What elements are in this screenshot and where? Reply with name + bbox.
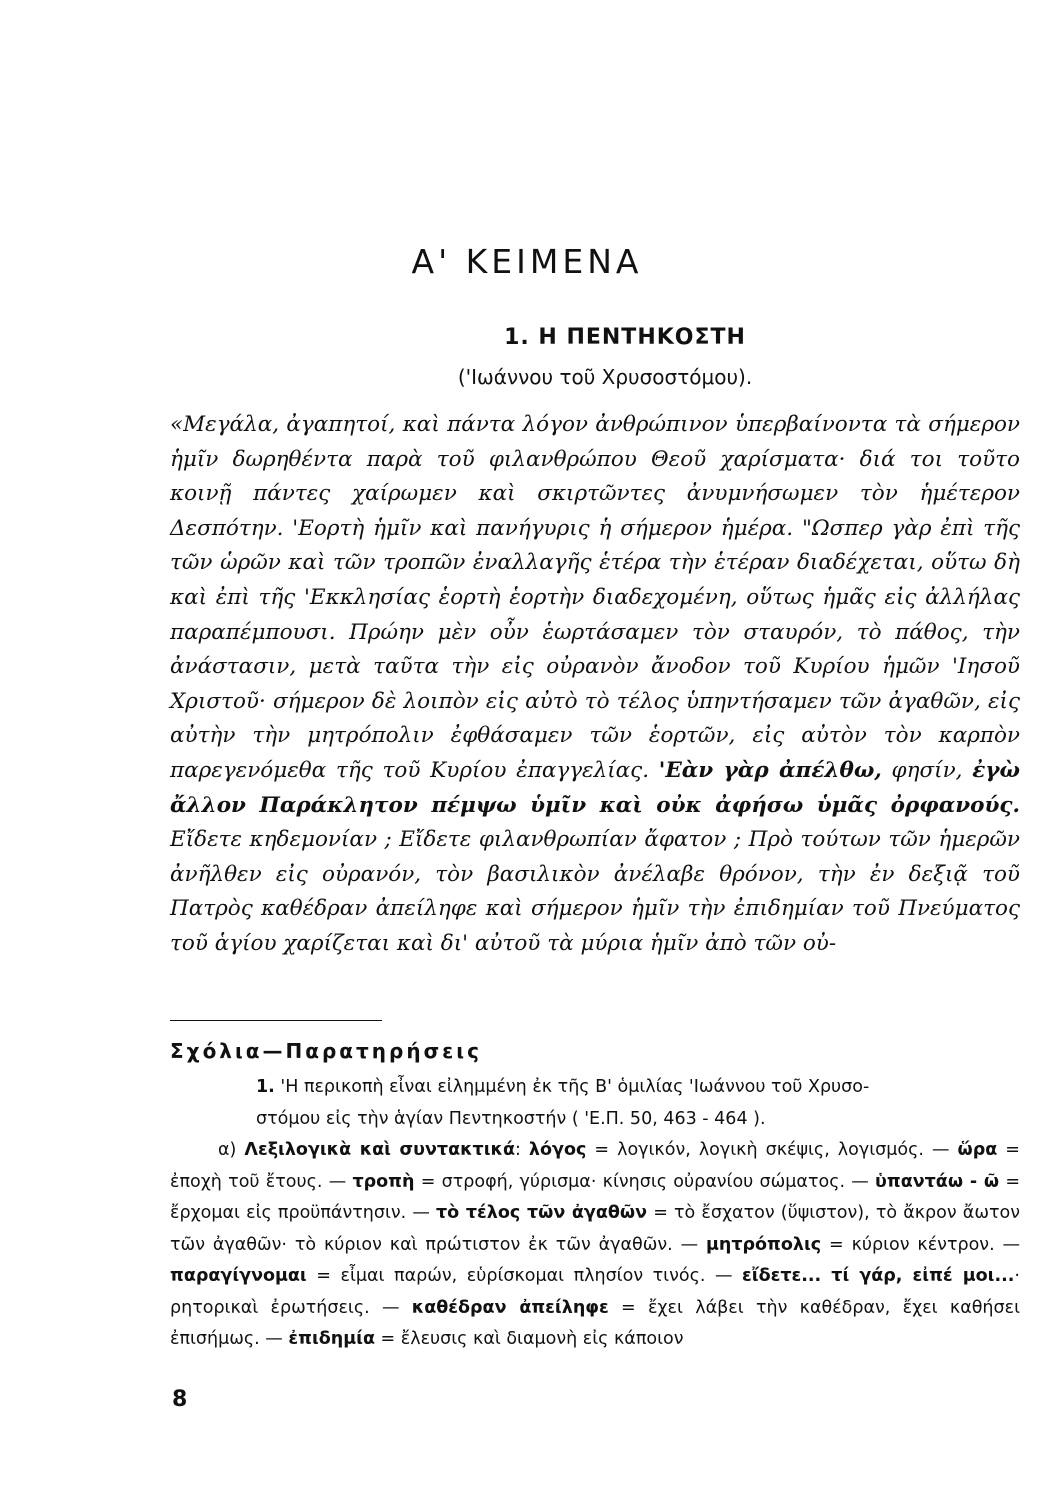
note-1-line-2: στόμου εἰς τὴν ἁγίαν Πεντηκοστήν ( 'Ε.Π. 50, 463 - 464 ). bbox=[256, 1108, 766, 1129]
notes-heading: Σχόλια—Παρατηρήσεις bbox=[170, 1039, 482, 1063]
def-ora: = ἐποχὴ τοῦ ἔτους. — bbox=[170, 1140, 1020, 1192]
bold-quote-1: 'Εὰν γὰρ ἀπέλθω, bbox=[658, 757, 882, 783]
term-metropolis: μητρόπολις bbox=[705, 1234, 822, 1255]
def-trope: = στροφή, γύρισμα· κίνησις οὐρανίου σώματος. — bbox=[414, 1171, 876, 1192]
def-ypantao: = ἔρχομαι εἰς προϋπάντησιν. — bbox=[170, 1171, 1020, 1223]
term-telos: τὸ τέλος τῶν ἀγαθῶν bbox=[436, 1203, 648, 1223]
main-text-part-1: «Μεγάλα, ἀγαπητοί, καὶ πάντα λόγον ἀνθρώπινον ὑπερβαίνοντα τὰ σήμερον ἡμῖν δωρηθέντα παρὰ τοῦ φιλανθρώπου Θεοῦ χαρίσματα· διά τοι τοῦτο κοινῇ πάντες χαίρωμεν καὶ σκιρτῶντες ἀνυμνήσωμεν τὸν ἡμέτερον Δεσπότην. 'Εορτὴ ἡμῖν καὶ πανήγυρις ἡ σήμερον ἡμέρα. "Ωσπερ γὰρ ἐπὶ τῆς τῶν ὡρῶν καὶ τῶν τροπῶν ἐναλλαγῆς ἑτέρα τὴν ἑτέραν διαδέχεται, οὕτω δὴ καὶ ἐπὶ τῆς 'Εκκλησίας ἑορτὴ ἑορτὴν διαδεχομένη, οὕτως ἡμᾶς εἰς ἀλλήλας παραπέμπουσι. Πρώην μὲν οὖν ἑωρτάσαμεν τὸν σταυρόν, τὸ πάθος, τὴν ἀνάστασιν, μετὰ ταῦτα τὴν εἰς οὐρανὸν ἄνοδον τοῦ Κυρίου ἡμῶν 'Ιησοῦ Χριστοῦ· σήμερον δὲ λοιπὸν εἰς αὐτὸ τὸ τέλος ὑπηντήσαμεν τῶν ἀγαθῶν, εἰς αὐτὴν τὴν μητρόπολιν ἐφθάσαμεν τῶν ἑορτῶν, εἰς αὐτὸν τὸν καρπὸν παρεγενόμεθα τῆς τοῦ Κυρίου ἐπαγγελίας. bbox=[170, 412, 1020, 783]
def-metropolis: = κύριον κέντρον. — bbox=[821, 1234, 1020, 1255]
main-text-part-3: Εἴδετε κηδεμονίαν ; Εἴδετε φιλανθρωπίαν ἄφατον ; Πρὸ τούτων τῶν ἡμερῶν ἀνῆλθεν εἰς οὐρανόν, τὸν βασιλικὸν ἀνέλαβε θρόνον, τὴν ἐν δεξιᾷ τοῦ Πατρὸς καθέδραν ἀπείληφε καὶ σήμερον ἡμῖν τὴν ἐπιδημίαν τοῦ Πνεύματος τοῦ ἁγίου χαρίζεται καὶ δι' αὐτοῦ τὰ μύρια ἡμῖν ἀπὸ τῶν οὐ- bbox=[170, 827, 1020, 956]
term-eidete: εἴδετε... τί γάρ, εἰπέ μοι... bbox=[742, 1266, 1015, 1286]
notes-section bbox=[170, 1072, 1020, 1356]
footnote-divider bbox=[170, 1020, 382, 1021]
note-1-line-1: 'Η περικοπὴ εἶναι εἰλημμένη ἐκ τῆς Β' ὁμιλίας 'Ιωάννου τοῦ Χρυσο- bbox=[280, 1077, 870, 1097]
note-1 bbox=[170, 1072, 1020, 1104]
note-1-continuation bbox=[170, 1104, 1020, 1136]
term-kathedran: καθέδραν ἀπείληφε bbox=[411, 1297, 609, 1318]
def-telos: = τὸ ἔσχατον (ὕψιστον), τὸ ἄκρον ἄωτον τῶν ἀγαθῶν· τὸ κύριον καὶ πρώτιστον ἐκ τῶν ἀγαθῶν. — bbox=[170, 1203, 1021, 1255]
note-1-number: 1. bbox=[256, 1077, 275, 1097]
def-kathedran: = ἔχει λάβει τὴν καθέδραν, ἔχει καθήσει ἐπισήμως. — bbox=[170, 1297, 1020, 1349]
main-text-part-2: φησίν, bbox=[881, 757, 973, 783]
lexical-colon: : bbox=[514, 1140, 529, 1160]
def-logos: = λογικόν, λογικὴ σκέψις, λογισμός. — bbox=[586, 1140, 958, 1160]
page-number: 8 bbox=[172, 1387, 188, 1412]
term-ypantao: ὑπαντάω - ῶ bbox=[875, 1171, 1000, 1192]
section-subtitle: ('Ιωάννου τοῦ Χρυσοστόμου). bbox=[457, 365, 753, 389]
bold-quote-2: ἐγὼ ἄλλον Παράκλητον πέμψω ὑμῖν καὶ οὐκ ἀφήσω ὑμᾶς ὀρφανούς. bbox=[170, 757, 1020, 818]
main-text bbox=[170, 408, 1020, 962]
term-trope: τροπὴ bbox=[352, 1171, 415, 1192]
term-paragignomai: παραγίγνομαι bbox=[170, 1266, 307, 1286]
def-epidemia: = ἔλευσις καὶ διαμονὴ εἰς κάποιον bbox=[374, 1329, 684, 1349]
lexical-label: α) bbox=[218, 1140, 245, 1160]
term-ora: ὥρα bbox=[957, 1140, 998, 1160]
lexical-heading: Λεξιλογικὰ καὶ συντακτικά bbox=[244, 1140, 515, 1160]
def-eidete: · ρητορικαὶ ἐρωτήσεις. — bbox=[170, 1266, 1020, 1318]
chapter-title: Α' ΚΕΙΜΕΝΑ bbox=[411, 242, 643, 281]
lexical-notes bbox=[170, 1135, 1020, 1356]
term-logos: λόγος bbox=[528, 1140, 587, 1160]
section-title: 1. Η ΠΕΝΤΗΚΟΣΤΗ bbox=[504, 325, 746, 350]
def-paragignomai: = εἶμαι παρών, εὑρίσκομαι πλησίον τινός. — bbox=[306, 1266, 743, 1286]
term-epidemia: ἐπιδημία bbox=[288, 1329, 375, 1349]
